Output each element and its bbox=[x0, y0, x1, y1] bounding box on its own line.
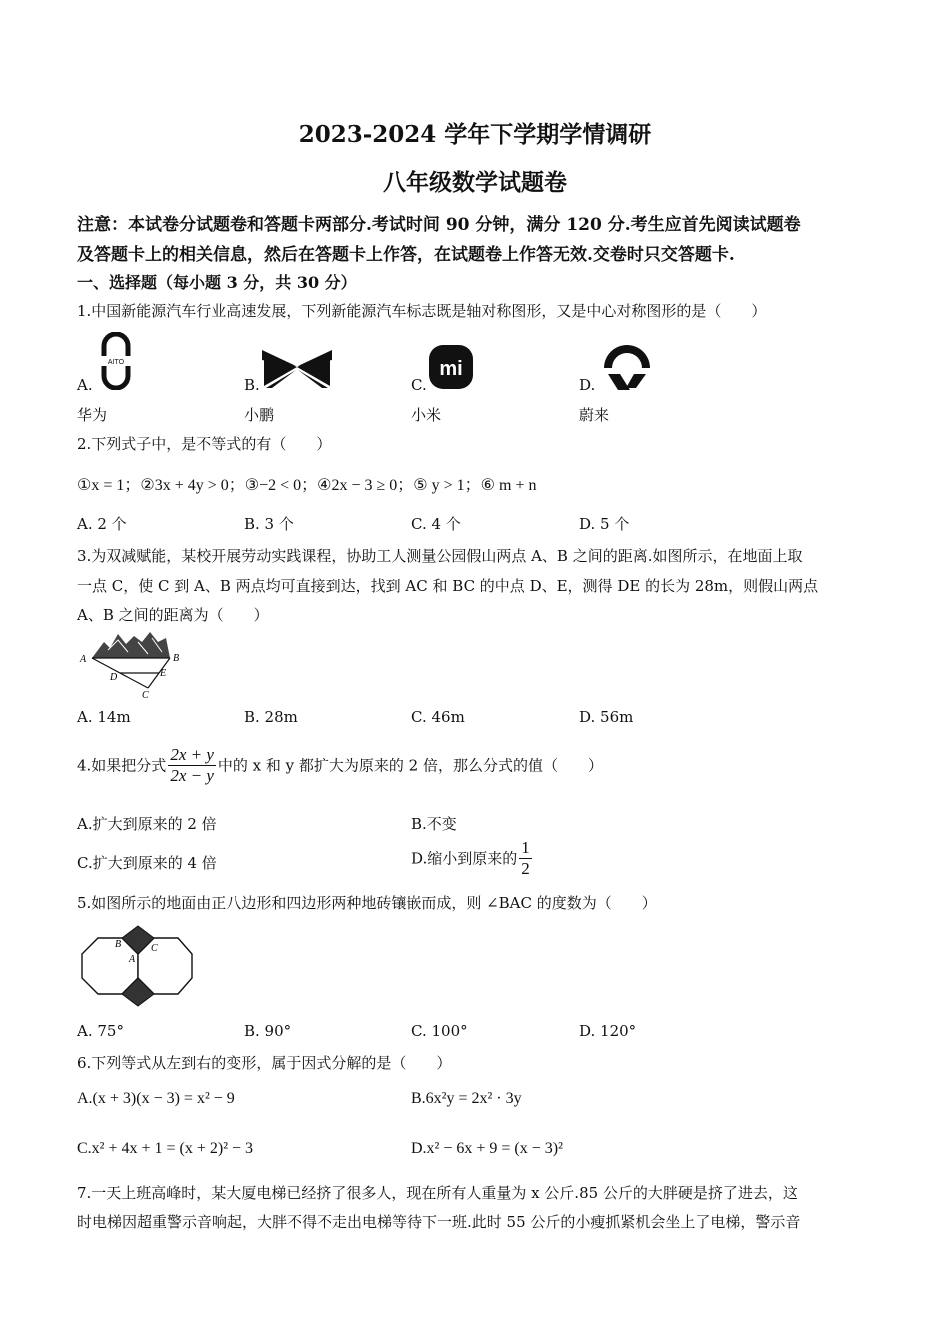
q5-label-c: C bbox=[151, 943, 158, 954]
q2-stem: 2.下列式子中，是不等式的有（ ） bbox=[77, 435, 332, 453]
q6-option-c: C.x² + 4x + 1 = (x + 2)² − 3 bbox=[77, 1140, 254, 1157]
q3-line-1: 3.为双减赋能，某校开展劳动实践课程，协助工人测量公园假山两点 A、B 之间的距离.如图所示，在地面上取 bbox=[77, 547, 803, 565]
q2-option-d: D. 5 个 bbox=[579, 515, 630, 533]
logo-c-text: mi bbox=[439, 358, 463, 380]
q5-option-a: A. 75° bbox=[77, 1022, 124, 1040]
q4-frac-den: 2x − y bbox=[170, 766, 214, 785]
exam-subtitle: 八年级数学试题卷 bbox=[383, 169, 567, 196]
q3-option-a: A. 14m bbox=[77, 708, 131, 726]
q3-line-2: 一点 C，使 C 到 A、B 两点均可直接到达，找到 AC 和 BC 的中点 D、E，测得 DE 的长为 28m，则假山两点 bbox=[77, 577, 819, 595]
q5-option-d: D. 120° bbox=[579, 1022, 637, 1040]
q3-option-d: D. 56m bbox=[579, 708, 634, 726]
logo-a-icon bbox=[100, 332, 132, 390]
section-heading: 一、选择题（每小题 3 分，共 30 分） bbox=[77, 273, 357, 292]
q4-option-d-text: D.缩小到原来的 bbox=[411, 849, 518, 868]
q6-option-d: D.x² − 6x + 9 = (x − 3)² bbox=[411, 1140, 563, 1157]
q2-option-c: C. 4 个 bbox=[411, 515, 461, 533]
q1-brand-a: 华为 bbox=[77, 406, 108, 424]
q6-option-a: A.(x + 3)(x − 3) = x² − 9 bbox=[77, 1090, 235, 1107]
q6-option-b: B.6x²y = 2x² · 3y bbox=[411, 1090, 522, 1107]
q5-octagon-figure bbox=[80, 924, 195, 1008]
q4-option-b: B.不变 bbox=[411, 815, 457, 833]
q4-fraction bbox=[168, 745, 216, 786]
q3-label-e: E bbox=[160, 668, 167, 679]
logo-d-icon bbox=[600, 342, 654, 394]
exam-title: 2023-2024 学年下学期学情调研 bbox=[298, 121, 652, 148]
q1-brand-c: 小米 bbox=[411, 406, 442, 424]
q7-line-1: 7.一天上班高峰时，某大厦电梯已经挤了很多人，现在所有人重量为 x 公斤.85 公斤的大胖硬是挤了进去，这 bbox=[77, 1184, 798, 1202]
q4-d-den: 2 bbox=[521, 859, 530, 878]
q5-label-b: B bbox=[115, 939, 122, 950]
q2-option-a: A. 2 个 bbox=[77, 515, 127, 533]
q5-option-b: B. 90° bbox=[244, 1022, 292, 1040]
logo-a-text: AITO bbox=[107, 359, 125, 366]
q4-frac-num: 2x + y bbox=[170, 745, 214, 764]
q3-option-b: B. 28m bbox=[244, 708, 298, 726]
q5-label-a: A bbox=[129, 954, 136, 965]
q4-suffix: 中的 x 和 y 都扩大为原来的 2 倍，那么分式的值（ ） bbox=[217, 756, 603, 775]
logo-c-icon bbox=[428, 344, 474, 390]
notice-line-2: 及答题卡上的相关信息，然后在答题卡上作答，在试题卷上作答无效.交卷时只交答题卡. bbox=[77, 245, 735, 265]
q4-prefix: 4.如果把分式 bbox=[77, 756, 167, 775]
notice-line-1: 注意：本试卷分试题卷和答题卡两部分.考试时间 90 分钟，满分 120 分.考生应首先阅读试题卷 bbox=[77, 215, 801, 235]
q1-stem: 1.中国新能源汽车行业高速发展，下列新能源汽车标志既是轴对称图形，又是中心对称图形的是（ ） bbox=[77, 302, 767, 320]
q2-option-b: B. 3 个 bbox=[244, 515, 294, 533]
q2-items: ①x = 1；②3x + 4y > 0；③−2 < 0；④2x − 3 ≥ 0；⑤ y > 1；⑥ m + n bbox=[77, 477, 537, 494]
q4-option-d-fraction bbox=[519, 838, 532, 879]
q3-mountain-figure bbox=[78, 628, 188, 700]
q4-option-d bbox=[411, 838, 534, 879]
logo-b-icon bbox=[262, 348, 332, 390]
q3-label-d: D bbox=[110, 672, 118, 683]
q1-option-d: D. bbox=[579, 376, 596, 394]
q1-brand-d: 蔚来 bbox=[579, 406, 610, 424]
q5-stem: 5.如图所示的地面由正八边形和四边形两种地砖镶嵌而成，则 ∠BAC 的度数为（ ） bbox=[77, 894, 657, 912]
q1-brand-b: 小鹏 bbox=[244, 406, 275, 424]
q6-stem: 6.下列等式从左到右的变形，属于因式分解的是（ ） bbox=[77, 1054, 452, 1072]
q1-option-b: B. bbox=[244, 376, 260, 394]
q7-line-2: 时电梯因超重警示音响起，大胖不得不走出电梯等待下一班.此时 55 公斤的小瘦抓紧机会坐上了电梯，警示音 bbox=[77, 1213, 801, 1231]
q3-option-c: C. 46m bbox=[411, 708, 465, 726]
q1-option-a: A. bbox=[77, 376, 93, 394]
q3-label-a: A bbox=[80, 654, 87, 665]
q3-label-b: B bbox=[173, 653, 180, 664]
q4-d-num: 1 bbox=[521, 838, 530, 857]
q4-stem bbox=[77, 745, 603, 786]
q5-option-c: C. 100° bbox=[411, 1022, 468, 1040]
q4-option-a: A.扩大到原来的 2 倍 bbox=[77, 815, 217, 833]
q4-option-c: C.扩大到原来的 4 倍 bbox=[77, 854, 217, 872]
q3-line-3: A、B 之间的距离为（ ） bbox=[77, 606, 269, 624]
q3-label-c: C bbox=[142, 690, 149, 700]
q1-option-c: C. bbox=[411, 376, 427, 394]
